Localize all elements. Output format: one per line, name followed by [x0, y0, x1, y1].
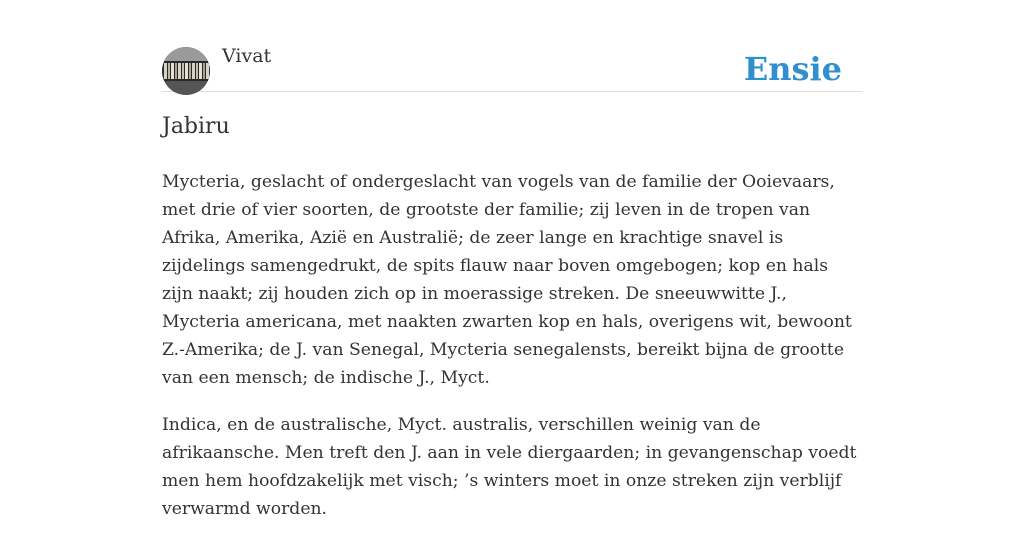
article-paragraph: Mycteria, geslacht of ondergeslacht van vogels van de familie der Ooievaars, met drie of vier soorten, de grootste der familie; zij leven in de tropen van Afrika, Amerika, Azië en Australië; de zeer lange en krachtige snavel is zijdelings samengedrukt, de spits flauw naar boven omgebogen; kop en hals zijn naakt; zij houden zich op in moerassige streken. De sneeuwwitte J., Mycteria americana, met naakten zwarten kop en hals, overigens wit, bewoont Z.-Amerika; de J. van Senegal, Mycteria senegalensts, bereikt bijna de grootte van een mensch; de indische J., Myct.: [162, 172, 852, 388]
author-name[interactable]: Vivat: [222, 45, 272, 67]
page: [162, 0, 862, 519]
bookshelf-avatar-icon: [162, 47, 210, 95]
article-title: Jabiru: [162, 114, 230, 139]
header: [162, 0, 862, 92]
article-body: [162, 168, 862, 542]
article-paragraph: Indica, en de australische, Myct. australis, verschillen weinig van de afrikaansche. Men treft den J. aan in vele diergaarden; in gevangenschap voedt men hem hoofdzakelijk met visch; ’s winters moet in onze streken zijn verblijf verwarmd worden.: [162, 415, 857, 519]
author-avatar[interactable]: [162, 47, 210, 95]
brand-logo[interactable]: Ensie: [743, 50, 842, 88]
